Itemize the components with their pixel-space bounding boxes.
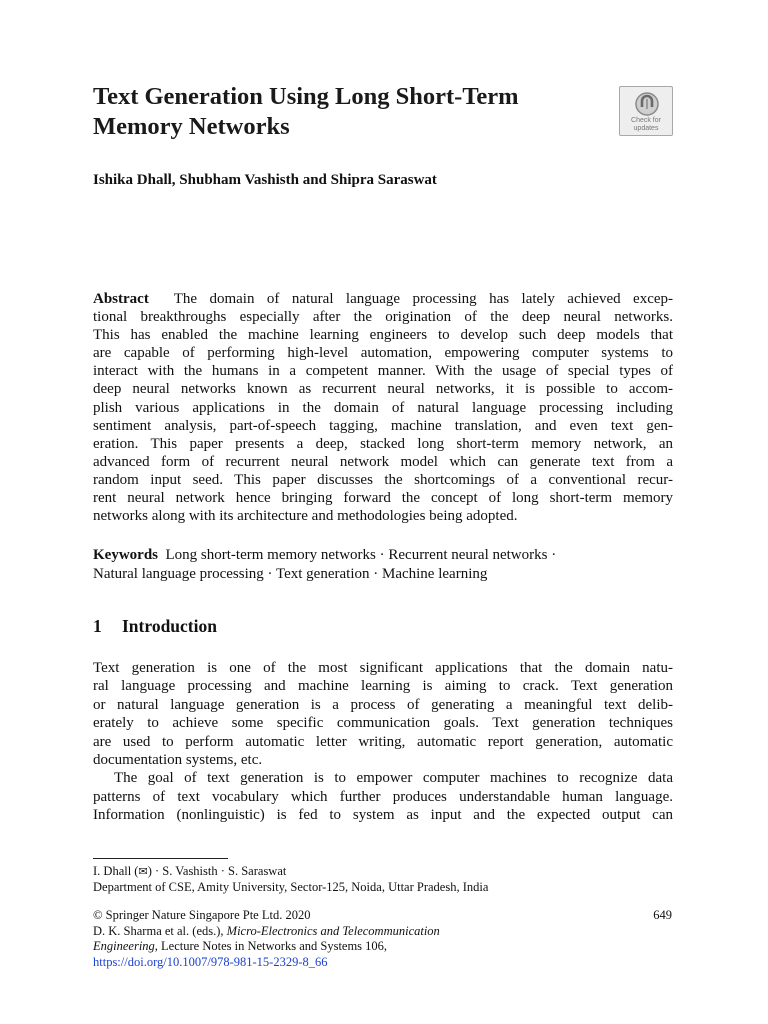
intro-line: Information (nonlinguistic) is fed to system as input and the expected output can (93, 807, 673, 824)
abstract-line: advanced form of recurrent neural network model which can generate text from a (93, 453, 673, 470)
abstract-line: plish various applications in the domain of natural language processing including (93, 399, 673, 416)
section-heading (93, 616, 217, 637)
doi-line (93, 955, 673, 971)
check-updates-line-2: updates (633, 124, 659, 132)
intro-line: documentation systems, etc. (93, 752, 263, 769)
abstract-line: random input seed. This paper discusses the shortcomings of a conventional recur- (93, 471, 673, 488)
title-line-1: Text Generation Using Long Short-Term (93, 83, 519, 110)
keywords-line-1: Keywords Long short-term memory networks · Recurrent neural networks · (93, 547, 557, 563)
section-number: 1 (93, 616, 102, 636)
abstract-line: sentiment analysis, part-of-speech tagging, machine translation, and even text gen- (93, 417, 673, 434)
author-footnote (93, 864, 673, 895)
abstract-line: interact with the humans in a competent manner. With the usage of special types of (93, 363, 673, 380)
abstract-label: Abstract (93, 291, 149, 307)
footnote-divider (93, 858, 228, 859)
intro-line: patterns of text vocabulary which further produces understandable human language. (93, 788, 673, 805)
envelope-icon[interactable]: ✉ (138, 865, 148, 878)
keywords-line-2: Natural language processing · Text generation · Machine learning (93, 566, 488, 582)
intro-line: Text generation is one of the most significant applications that the domain natu- (93, 660, 673, 676)
abstract-line: tional breakthroughs especially after the origination of the deep neural networks. (93, 309, 673, 326)
abstract-line: are capable of performing high-level automation, empowering computer systems to (93, 345, 673, 362)
check-updates-icon (634, 91, 660, 117)
footnote-affiliation: Department of CSE, Amity University, Sector-125, Noida, Uttar Pradesh, India (93, 879, 489, 894)
book-citation: D. K. Sharma et al. (eds.), Micro-Electronics and Telecommunication (93, 923, 440, 938)
doi-link[interactable]: https://doi.org/10.1007/978-981-15-2329-8_66 (93, 954, 328, 969)
intro-line: are used to perform automatic letter writing, automatic report generation, automatic (93, 733, 673, 750)
authors: Ishika Dhall, Shubham Vashisth and Shipra Saraswat (93, 172, 437, 188)
check-for-updates-badge[interactable] (619, 86, 673, 136)
title-line-2: Memory Networks (93, 113, 290, 140)
book-title-cont: Engineering (93, 939, 155, 953)
check-updates-line-1: Check for (631, 117, 661, 124)
publication-info (93, 908, 673, 970)
abstract-line: networks along with its architecture and methodologies being adopted. (93, 508, 518, 525)
abstract-line: Abstract The domain of natural language processing has lately achieved excep- (93, 291, 674, 307)
copyright: © Springer Nature Singapore Pte Ltd. 2020 (93, 908, 311, 922)
page-number: 649 (653, 908, 672, 922)
abstract-line: This has enabled the machine learning engineers to develop such deep models that (93, 327, 673, 344)
footnote-authors: I. Dhall (✉) · S. Vashisth · S. Saraswat (93, 864, 287, 878)
abstract (93, 290, 673, 525)
abstract-line: rent neural network hence bringing forward the concept of long short-term memory (93, 490, 673, 507)
intro-line: erately to achieve some specific communication goals. Text generation techniques (93, 715, 673, 732)
abstract-line: eration. This paper presents a deep, stacked long short-term memory network, an (93, 435, 673, 452)
keywords (93, 546, 673, 584)
intro-line: or natural language generation is a process of generating a meaningful text delib- (93, 696, 673, 713)
section-title: Introduction (122, 616, 217, 636)
book-citation-cont: Engineering, Lecture Notes in Networks and Systems 106, (93, 939, 388, 953)
abstract-line: deep neural networks known as recurrent neural networks, it is possible to accom- (93, 381, 673, 398)
intro-line: The goal of text generation is to empower computer machines to recognize data (114, 770, 673, 787)
paper-title (93, 82, 613, 142)
introduction-body (93, 659, 673, 825)
intro-line: ral language processing and machine learning is aiming to crack. Text generation (93, 678, 673, 695)
book-title: Micro-Electronics and Telecommunication (226, 923, 440, 938)
keywords-label: Keywords (93, 547, 158, 563)
